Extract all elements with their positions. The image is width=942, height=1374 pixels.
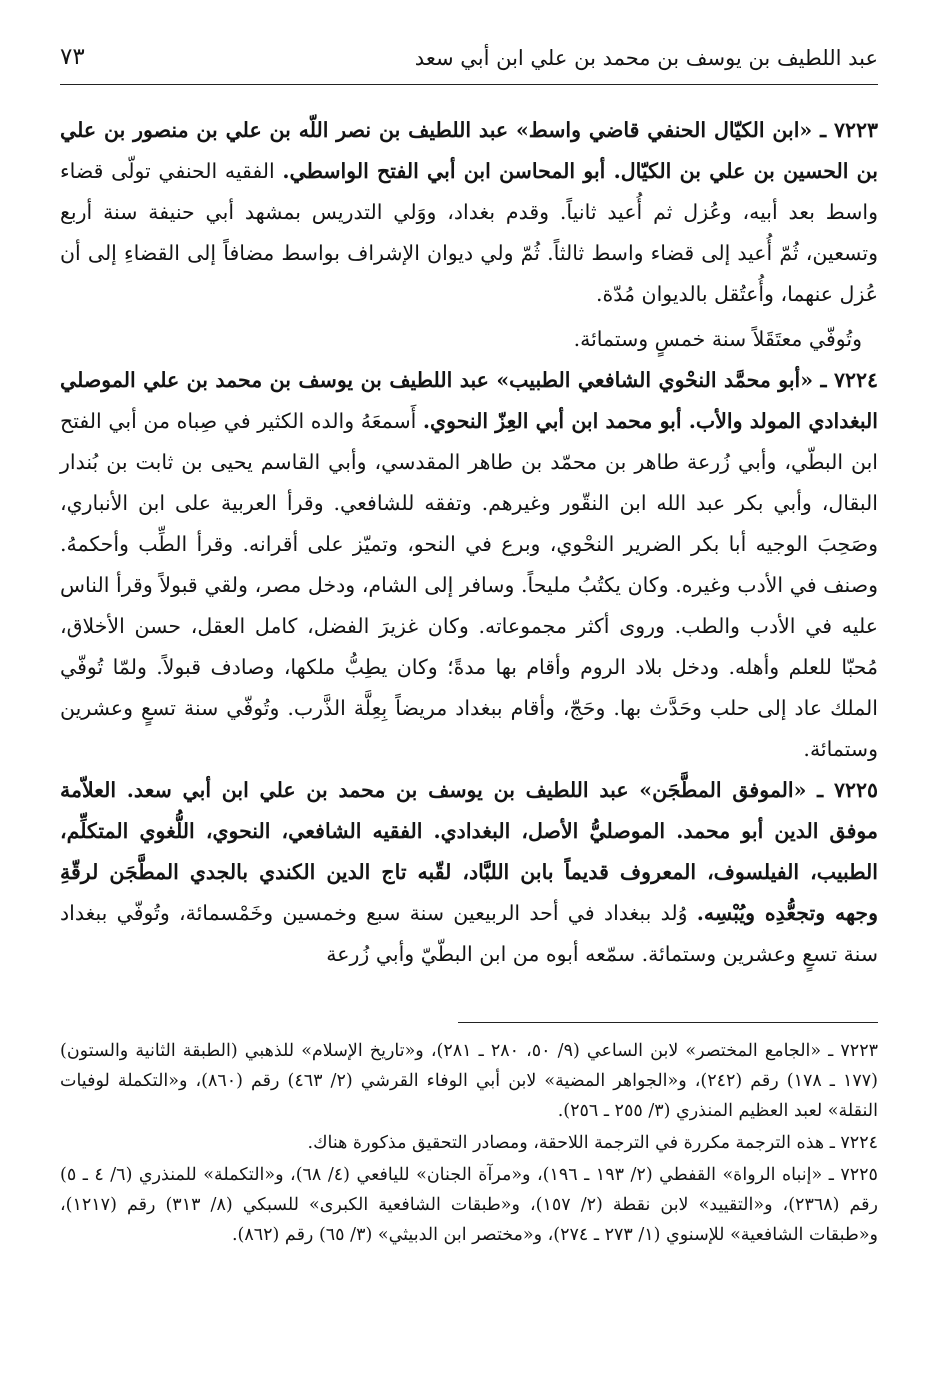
entry-7225 bbox=[60, 770, 878, 975]
footnote-7225: ٧٢٢٥ ـ «إنباه الرواة» القفطي (٢/ ١٩٣ ـ ١٩٦)، و«مرآة الجنان» لليافعي (٤/ ٦٨)، و«التكملة» للمنذري (٦/ ٤ ـ ٥) رقم (٢٣٦٨)، و«التقييد» لابن نقطة (٢/ ١٥٧)، و«طبقات الشافعية الكبرى» للسبكي (٨/ ٣١٣) رقم (١٢١٧)، و«طبقات الشافعية» للإسنوي (١/ ٢٧٣ ـ ٢٧٤)، و«مختصر ابن الدبيثي» (٣/ ٦٥) رقم (٨٦٢). bbox=[60, 1165, 878, 1245]
entry-heading: ٧٢٢٣ ـ «ابن الكيّال الحنفي قاضي واسط» عبد اللطيف بن نصر اللّه بن علي بن منصور بن علي بن الحسين بن علي بن الكيّال. أبو المحاسن ابن أبي الفتح الواسطي. bbox=[60, 118, 878, 183]
entry-text: أَسمعَهُ والده الكثير في صِباه من أبي الفتح ابن البطّي، وأبي زُرعة طاهر بن محمّد بن طاهر المقدسي، وأبي القاسم يحيى بن ثابت بن بُندار البقال، وأبي بكر عبد الله ابن النقّور وغيرهم. وتفقه للشافعي. وقرأ العربية على ابن الأنباري، وصَحِبَ الوجيه أبا بكر الضرير النحْوي، وبرع في النحو، وتميّز على أقرانه. وقرأ الطِّب وأحكمهُ. وصنف في الأدب وغيره. وكان يكتُبُ مليحاً. وسافر إلى الشام، ودخل مصر، ولقي قبولاً وقرأ الناس عليه في الأدب والطب. وروى أكثر مجموعاته. وكان غزيرَ الفضل، كامل العقل، حسن الأخلاق، مُحبّا للعلم وأهله. ودخل بلاد الروم وأقام بها مدةً؛ وكان يطِبُّ ملكها، وصادف قبولاً. ولمّا تُوفّي الملك عاد إلى حلب وحَدَّث بها. وحَجّ، وأقام ببغداد مريضاً بِعِلَّة الذَّرب. وتُوفّي سنة تسعٍ وعشرين وستمائة. bbox=[60, 409, 878, 761]
footnote-divider bbox=[458, 1022, 878, 1023]
main-text bbox=[60, 110, 878, 975]
footnote-7224: ٧٢٢٤ ـ هذه الترجمة مكررة في الترجمة اللاحقة، ومصادر التحقيق مذكورة هناك. bbox=[307, 1133, 878, 1153]
running-title: عبد اللطيف بن يوسف بن محمد بن علي ابن أبي سعد bbox=[414, 46, 878, 70]
page-header bbox=[60, 40, 878, 85]
entry-7224 bbox=[60, 360, 878, 770]
entry-death-note: وتُوفّي معتَقَلاً سنة خمسٍ وستمائة. bbox=[573, 327, 862, 351]
entry-text: وُلد ببغداد في أحد الربيعين سنة سبع وخمسين وخَمْسمائة، وتُوفّي ببغداد سنة تسعٍ وعشرين وستمائة. سمّعه أبوه من ابن البطّيّ وأبي زُرعة bbox=[60, 901, 878, 966]
page-number: ٧٣ bbox=[60, 44, 85, 70]
entry-text: الفقيه الحنفي تولّى قضاء واسط بعد أبيه، وعُزل ثم أُعيد ثانياً. وقدم بغداد، ووَلي التدريس بمشهد أبي حنيفة سنة أربع وتسعين، ثُمّ أُعيد إلى قضاء واسط ثالثاً. ثُمّ ولي ديوان الإشراف بواسط مضافاً إلى القضاءِ إلى أن عُزل عنهما، وأُعتُقل بالديوان مُدّة. bbox=[60, 159, 878, 306]
entry-heading: ٧٢٢٤ ـ «أبو محمَّد النحْوي الشافعي الطبيب» عبد اللطيف بن يوسف بن محمد بن علي الموصلي البغدادي المولد والأب. أبو محمد ابن أبي العِزّ النحوي. bbox=[60, 368, 878, 433]
footnotes bbox=[60, 1036, 878, 1252]
footnote-7223: ٧٢٢٣ ـ «الجامع المختصر» لابن الساعي (٩/ ٥٠، ٢٨٠ ـ ٢٨١)، و«تاريخ الإسلام» للذهبي (الطبقة الثانية والستون) (١٧٧ ـ ١٧٨) رقم (٢٤٢)، و«الجواهر المضية» لابن أبي الوفاء القرشي (٢/ ٤٦٣) رقم (٨٦٠)، و«التكملة لوفيات النقلة» لعبد العظيم المنذري (٣/ ٢٥٥ ـ ٢٥٦). bbox=[60, 1041, 878, 1121]
entry-7223 bbox=[60, 110, 878, 315]
entry-heading: ٧٢٢٥ ـ «الموفق المطَّجَن» عبد اللطيف بن يوسف بن محمد بن علي ابن أبي سعد. العلاّمة موفق الدين أبو محمد. الموصليُّ الأصل، البغدادي. الفقيه الشافعي، النحوي، اللُّغوي المتكلِّم، الطبيب، الفيلسوف، المعروف قديماً بابن اللبَّاد، لقّبه تاج الدين الكندي بالجدي المطَّجَن لرقّةِ وجهه وتجعُّدِه ويُبْسِه. bbox=[60, 778, 878, 925]
